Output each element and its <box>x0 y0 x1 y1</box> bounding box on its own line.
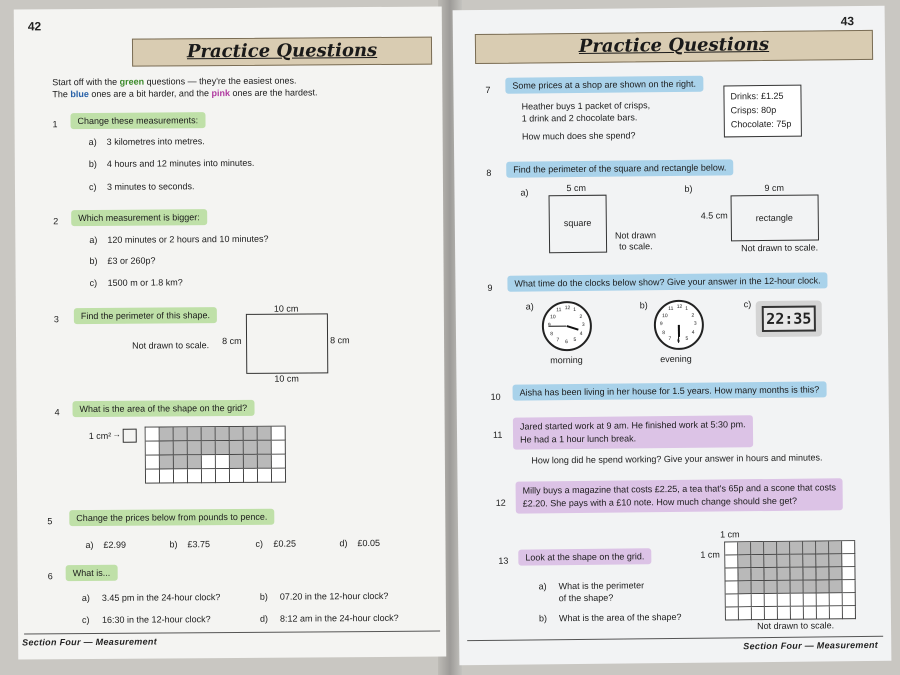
grid-cell <box>174 469 188 483</box>
grid-cell-shaded <box>777 542 790 555</box>
sub-label: a) <box>520 187 529 198</box>
scale-note: Not drawn to scale. <box>741 242 819 254</box>
grid-cell-shaded <box>803 555 816 568</box>
question-prompt: Aisha has been living in her house for 1.5 years. How many months is this? <box>513 381 827 400</box>
sub-label: c) <box>81 614 90 626</box>
question-prompt <box>513 415 753 450</box>
grid-cell-shaded <box>160 427 174 441</box>
grid-cell-shaded <box>764 555 777 568</box>
clock-numeral: 12 <box>676 303 683 310</box>
clock-numeral: 7 <box>668 335 672 342</box>
grid-cell <box>843 580 856 593</box>
sub-label: a) <box>89 234 98 245</box>
intro-line-2: The blue ones are a bit harder, and the pink ones are the hardest. <box>52 87 318 100</box>
grid-cell-shaded <box>830 580 843 593</box>
grid-cell <box>230 469 244 483</box>
sub-question: 3.45 pm in the 24-hour clock? <box>101 592 221 603</box>
grid-cell <box>146 441 160 455</box>
dimension-label: 8 cm <box>222 335 242 347</box>
page-number: 43 <box>840 14 855 29</box>
sub-question: What is the area of the shape? <box>558 611 682 624</box>
grid-cell <box>244 469 258 483</box>
question-prompt: What time do the clocks below show? Give your answer in the 12-hour clock. <box>507 272 827 291</box>
rectangle-shape <box>246 313 328 374</box>
sub-question: 3 minutes to seconds. <box>106 181 195 192</box>
grid-cell <box>752 594 765 607</box>
sub-label: d) <box>259 613 269 624</box>
sub-question: 8:12 am in the 24-hour clock? <box>279 612 399 624</box>
grid-cell-shaded <box>258 441 272 455</box>
grid-cell <box>778 607 791 620</box>
grid-cell-shaded <box>244 455 258 469</box>
price-item: Drinks: £1.25 <box>730 90 784 102</box>
clock-numeral: 1 <box>685 306 689 313</box>
grid-cell-shaded <box>751 568 764 581</box>
grid-cell-shaded <box>829 567 842 580</box>
grid-cell-shaded <box>230 427 244 441</box>
scale-note: to scale. <box>619 241 653 252</box>
sub-label: b) <box>639 300 648 311</box>
grid-cell-shaded <box>202 441 216 455</box>
title-banner <box>475 30 873 64</box>
grid-cell-shaded <box>160 455 174 469</box>
grid-cell <box>725 555 738 568</box>
sub-question: 16:30 in the 12-hour clock? <box>101 614 211 625</box>
grid-cell-shaded <box>816 541 829 554</box>
sub-label: a) <box>538 581 547 592</box>
grid-cell <box>146 455 160 469</box>
grid-cell <box>791 607 804 620</box>
question-number: 13 <box>498 555 509 566</box>
grid-cell-shaded <box>244 427 258 441</box>
grid-cell <box>202 469 216 483</box>
prompt-line: He had a 1 hour lunch break. <box>520 433 637 445</box>
shape-label: square <box>563 217 592 229</box>
clock-numeral: 4 <box>691 329 695 336</box>
unit-square <box>123 429 137 443</box>
minute-hand <box>548 326 566 327</box>
grid-cell-shaded <box>764 568 777 581</box>
grid-cell <box>202 455 216 469</box>
price-item: Chocolate: 75p <box>730 118 792 130</box>
question-prompt: Look at the shape on the grid. <box>518 548 651 565</box>
sub-label: c) <box>88 181 97 192</box>
grid-cell-shaded <box>244 441 258 455</box>
grid-cell <box>765 594 778 607</box>
grid-cell-shaded <box>790 555 803 568</box>
grid-cell-shaded <box>829 554 842 567</box>
grid-cell <box>830 593 843 606</box>
sub-label: a) <box>88 136 97 147</box>
arrow-icon: → <box>112 429 121 439</box>
question-number: 6 <box>47 571 53 582</box>
grid-cell <box>188 469 202 483</box>
grid-cell <box>842 554 855 567</box>
sub-question: 07.20 in the 12-hour clock? <box>279 590 389 602</box>
grid-cell <box>842 567 855 580</box>
grid-cell-shaded <box>790 542 803 555</box>
clock-numeral: 11 <box>556 307 562 314</box>
grid-cell <box>739 594 752 607</box>
prompt-line: Jared started work at 9 am. He finished work at 5:30 pm. <box>519 419 746 432</box>
question-prompt <box>516 478 844 513</box>
grid-cell-shaded <box>188 455 202 469</box>
grid-cell <box>272 441 286 455</box>
grid-cell-shaded <box>790 568 803 581</box>
grid-cell <box>830 606 843 619</box>
grid-cell <box>146 469 160 483</box>
clock-numeral: 3 <box>581 321 585 328</box>
grid-cell <box>842 541 855 554</box>
sub-question: 4 hours and 12 minutes into minutes. <box>106 157 255 169</box>
clock-numeral: 7 <box>556 336 560 343</box>
area-grid <box>724 540 856 620</box>
clock-numeral: 5 <box>685 335 689 342</box>
grid-cell-shaded <box>765 581 778 594</box>
grid-cell <box>725 542 738 555</box>
left-page <box>14 7 447 660</box>
grid-cell <box>726 607 739 620</box>
clock-caption: morning <box>550 354 583 366</box>
question-prompt: Find the perimeter of the square and rectangle below. <box>506 159 733 177</box>
grid-cell-shaded <box>738 542 751 555</box>
hour-hand <box>567 325 579 330</box>
grid-cell <box>725 568 738 581</box>
grid-cell <box>216 455 230 469</box>
prompt-line: £2.20. She pays with a £10 note. How much change should she get? <box>522 495 797 509</box>
clock-numeral: 5 <box>573 336 577 343</box>
grid-cell <box>804 606 817 619</box>
grid-cell-shaded <box>803 542 816 555</box>
dimension-label: 8 cm <box>330 335 350 346</box>
question-number: 5 <box>47 516 53 527</box>
grid-cell-shaded <box>258 427 272 441</box>
price-item: Crisps: 80p <box>730 104 777 116</box>
grid-cell-shaded <box>816 554 829 567</box>
grid-cell <box>216 469 230 483</box>
question-text: How much does she spend? <box>521 130 636 142</box>
grid-cell-shaded <box>230 441 244 455</box>
question-prompt: What is... <box>66 565 118 581</box>
sub-label: b) <box>169 539 178 550</box>
sub-label: c) <box>743 299 752 310</box>
sub-question: 120 minutes or 2 hours and 10 minutes? <box>107 233 269 245</box>
question-number: 1 <box>52 119 58 130</box>
grid-cell <box>739 607 752 620</box>
question-prompt: Which measurement is bigger: <box>71 209 207 226</box>
grid-cell-shaded <box>202 427 216 441</box>
sub-label: b) <box>88 158 97 169</box>
section-footer: Section Four — Measurement <box>743 639 879 652</box>
clock-numeral: 10 <box>550 313 556 320</box>
title-banner <box>132 37 432 67</box>
grid-cell-shaded <box>739 581 752 594</box>
clock-numeral: 6 <box>565 339 568 346</box>
clock-caption: evening <box>660 353 692 365</box>
grid-cell-shaded <box>174 455 188 469</box>
analogue-clock <box>654 300 705 351</box>
sub-question: 1500 m or 1.8 km? <box>107 277 183 288</box>
grid-cell <box>843 593 856 606</box>
sub-label: b) <box>684 183 693 194</box>
grid-cell <box>765 607 778 620</box>
question-prompt: Change the prices below from pounds to pence. <box>69 509 274 526</box>
area-grid <box>145 426 286 484</box>
sub-label: a) <box>85 539 94 551</box>
section-footer: Section Four — Measurement <box>22 636 158 648</box>
sub-question: £2.99 <box>103 539 127 550</box>
sub-question: 3 kilometres into metres. <box>106 136 205 147</box>
dimension-label: 4.5 cm <box>700 210 728 221</box>
clock-numeral: 4 <box>579 330 583 337</box>
grid-cell-shaded <box>777 568 790 581</box>
question-number: 12 <box>495 497 506 508</box>
clock-numeral: 12 <box>564 305 571 312</box>
question-number: 9 <box>487 282 493 293</box>
question-number: 2 <box>53 216 59 227</box>
grid-cell <box>258 469 272 483</box>
question-prompt: Change these measurements: <box>70 112 205 129</box>
question-number: 11 <box>492 429 503 440</box>
grid-cell-shaded <box>174 427 188 441</box>
sub-question: £0.25 <box>273 538 297 549</box>
clock-numeral: 2 <box>579 313 583 320</box>
grid-cell-shaded <box>751 555 764 568</box>
clock-numeral: 6 <box>677 337 680 344</box>
grid-cell-shaded <box>817 580 830 593</box>
dimension-label: 5 cm <box>566 182 587 194</box>
question-number: 4 <box>54 407 60 418</box>
sub-question: £3 or 260p? <box>107 255 156 266</box>
clock-numeral: 3 <box>693 320 697 327</box>
price-list-box <box>723 85 802 138</box>
grid-cell <box>817 606 830 619</box>
grid-cell <box>272 469 286 483</box>
page-number: 42 <box>27 19 42 34</box>
question-text: How long did he spend working? Give your answer in hours and minutes. <box>531 452 823 466</box>
grid-cell-shaded <box>764 542 777 555</box>
question-prompt: What is the area of the shape on the grid? <box>72 400 254 417</box>
grid-cell-shaded <box>829 541 842 554</box>
grid-cell-shaded <box>791 581 804 594</box>
question-number: 10 <box>490 391 501 402</box>
grid-cell-shaded <box>216 427 230 441</box>
clock-numeral: 9 <box>547 322 551 329</box>
question-number: 3 <box>53 314 59 325</box>
sub-label: b) <box>89 255 98 266</box>
intro-line-1: Start off with the green questions — they're the easiest ones. <box>52 75 297 88</box>
grid-cell-shaded <box>738 568 751 581</box>
digital-time: 22:35 <box>762 305 816 332</box>
grid-scale-label: 1 cm <box>720 529 740 540</box>
grid-cell <box>752 607 765 620</box>
grid-cell <box>726 581 739 594</box>
clock-numeral: 8 <box>550 330 554 337</box>
sub-label: c) <box>255 538 264 549</box>
sub-label: a) <box>525 301 534 312</box>
grid-cell <box>778 594 791 607</box>
analogue-clock <box>542 301 593 352</box>
grid-cell-shaded <box>752 581 765 594</box>
grid-cell <box>272 455 286 469</box>
clock-numeral: 2 <box>691 312 695 319</box>
unit-label: 1 cm² <box>88 430 112 441</box>
scale-note: Not drawn to scale. <box>756 620 835 632</box>
square-shape <box>549 195 608 254</box>
grid-cell-shaded <box>804 580 817 593</box>
grid-cell <box>160 469 174 483</box>
grid-cell-shaded <box>160 441 174 455</box>
question-number: 8 <box>486 167 492 178</box>
grid-cell-shaded <box>216 441 230 455</box>
grid-cell <box>272 427 286 441</box>
sub-label: a) <box>81 592 90 604</box>
scale-note: Not drawn <box>614 230 657 241</box>
grid-cell-shaded <box>174 441 188 455</box>
question-text: Heather buys 1 packet of crisps, <box>521 100 651 112</box>
clock-numeral: 10 <box>662 312 668 319</box>
grid-cell-shaded <box>816 567 829 580</box>
footer-rule <box>24 631 440 635</box>
grid-cell-shaded <box>778 581 791 594</box>
grid-cell-shaded <box>751 542 764 555</box>
page-title: Practice Questions <box>578 33 770 57</box>
grid-cell-shaded <box>803 568 816 581</box>
question-prompt: Find the perimeter of this shape. <box>74 307 217 324</box>
digital-clock <box>756 300 822 337</box>
sub-label: d) <box>339 538 348 549</box>
clock-numeral: 11 <box>668 306 674 313</box>
grid-cell <box>791 594 804 607</box>
question-prompt: Some prices at a shop are shown on the right. <box>505 76 703 94</box>
sub-question: What is the perimeter <box>558 580 645 592</box>
grid-cell <box>843 606 856 619</box>
scale-note: Not drawn to scale. <box>132 340 210 351</box>
sub-question: of the shape? <box>558 592 614 604</box>
dimension-label: 10 cm <box>274 373 299 384</box>
grid-scale-label: 1 cm <box>700 549 720 560</box>
sub-label: c) <box>89 277 98 288</box>
rectangle-shape <box>731 194 819 241</box>
page-title: Practice Questions <box>186 39 378 63</box>
clock-numeral: 9 <box>659 321 663 328</box>
question-text: 1 drink and 2 chocolate bars. <box>521 112 638 124</box>
question-number: 7 <box>485 84 491 95</box>
grid-cell-shaded <box>777 555 790 568</box>
grid-cell-shaded <box>188 441 202 455</box>
dimension-label: 9 cm <box>764 182 785 194</box>
dimension-label: 10 cm <box>273 303 299 314</box>
shape-label: rectangle <box>755 212 793 224</box>
sub-question: £3.75 <box>187 539 211 550</box>
grid-cell-shaded <box>230 455 244 469</box>
clock-numeral: 1 <box>573 307 577 314</box>
sub-label: b) <box>259 591 268 602</box>
grid-cell-shaded <box>258 455 272 469</box>
grid-cell <box>726 594 739 607</box>
grid-cell <box>146 427 160 441</box>
right-page <box>453 6 892 665</box>
prompt-line: Milly buys a magazine that costs £2.25, a tea that's 65p and a scone that costs <box>522 482 837 496</box>
grid-cell <box>817 593 830 606</box>
sub-label: b) <box>538 613 548 624</box>
clock-numeral: 8 <box>662 329 666 336</box>
grid-cell-shaded <box>188 427 202 441</box>
grid-cell-shaded <box>738 555 751 568</box>
grid-cell <box>804 593 817 606</box>
sub-question: £0.05 <box>357 537 381 549</box>
